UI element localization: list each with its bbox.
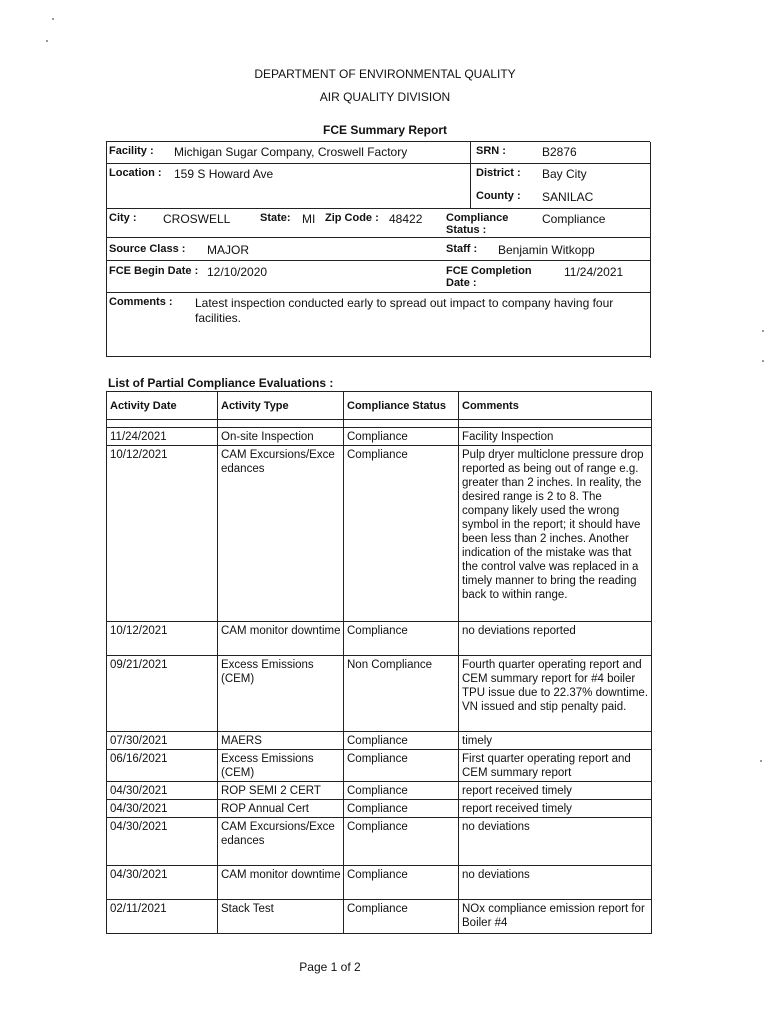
activity-comments: NOx compliance emission report for Boiler #4 xyxy=(459,900,652,934)
activity-type: CAM monitor downtime xyxy=(218,622,344,656)
compliance-status: Compliance xyxy=(344,750,459,782)
scan-speck xyxy=(762,360,764,362)
zip-label: Zip Code : xyxy=(325,212,379,224)
county-value: SANILAC xyxy=(542,190,594,204)
location-value: 159 S Howard Ave xyxy=(174,167,274,181)
activity-date: 04/30/2021 xyxy=(107,818,218,866)
column-header-activity-type: Activity Type xyxy=(218,392,344,420)
activity-type: ROP Annual Cert xyxy=(218,800,344,818)
activity-type: CAM Excursions/Exceedances xyxy=(218,446,344,622)
table-row xyxy=(107,622,652,656)
compliance-status: Compliance xyxy=(344,622,459,656)
department-heading: DEPARTMENT OF ENVIRONMENTAL QUALITY xyxy=(254,67,516,81)
partial-evaluations-table xyxy=(106,391,652,934)
srn-value: B2876 xyxy=(542,145,577,159)
column-header-compliance-status: Compliance Status xyxy=(344,392,459,420)
table-row xyxy=(107,782,652,800)
column-header-activity-date: Activity Date xyxy=(107,392,218,420)
activity-date: 04/30/2021 xyxy=(107,866,218,900)
county-label: County : xyxy=(476,190,521,202)
facility-value: Michigan Sugar Company, Croswell Factory xyxy=(174,145,408,159)
activity-comments: Facility Inspection xyxy=(459,428,652,446)
begin-date-label: FCE Begin Date : xyxy=(109,265,199,277)
activity-date: 07/30/2021 xyxy=(107,732,218,750)
staff-value: Benjamin Witkopp xyxy=(498,243,595,257)
district-label: District : xyxy=(476,167,521,179)
district-value: Bay City xyxy=(542,167,587,181)
source-class-value: MAJOR xyxy=(207,243,249,257)
activity-comments: Pulp dryer multiclone pressure drop reported as being out of range e.g. greater than 2 inches. In reality, the desired range is 2 to 8. The company likely used the wrong symbol in the report; it should have been less than 2 inches. Another indication of the mistake was that the control valve was replaced in a timely manner to bring the reading back to within range. xyxy=(459,446,652,622)
activity-date: 06/16/2021 xyxy=(107,750,218,782)
partial-evaluations-title: List of Partial Compliance Evaluations : xyxy=(108,376,334,390)
activity-date: 04/30/2021 xyxy=(107,782,218,800)
activity-comments: timely xyxy=(459,732,652,750)
city-value: CROSWELL xyxy=(163,212,231,226)
activity-type: Excess Emissions (CEM) xyxy=(218,656,344,732)
activity-comments: no deviations xyxy=(459,866,652,900)
table-row xyxy=(107,446,652,622)
division-heading: AIR QUALITY DIVISION xyxy=(319,90,451,104)
compliance-status: Compliance xyxy=(344,800,459,818)
srn-label: SRN : xyxy=(476,145,506,157)
zip-value: 48422 xyxy=(389,212,423,226)
activity-type: CAM Excursions/Exceedances xyxy=(218,818,344,866)
activity-type: On-site Inspection xyxy=(218,428,344,446)
table-row xyxy=(107,750,652,782)
table-row xyxy=(107,800,652,818)
compliance-status: Compliance xyxy=(344,866,459,900)
scan-speck xyxy=(762,330,764,332)
city-label: City : xyxy=(109,212,137,224)
activity-type: ROP SEMI 2 CERT xyxy=(218,782,344,800)
activity-type: Stack Test xyxy=(218,900,344,934)
compliance-status-label: Compliance Status : xyxy=(446,212,509,236)
scan-speck xyxy=(46,40,48,42)
comments-label: Comments : xyxy=(109,296,173,308)
activity-comments: report received timely xyxy=(459,800,652,818)
completion-date-label: FCE Completion Date : xyxy=(446,265,532,289)
facility-label: Facility : xyxy=(109,145,154,157)
activity-type: MAERS xyxy=(218,732,344,750)
table-row xyxy=(107,732,652,750)
state-value: MI xyxy=(302,212,316,226)
activity-comments: Fourth quarter operating report and CEM summary report for #4 boiler TPU issue due to 22.37% downtime. VN issued and stip penalty paid. xyxy=(459,656,652,732)
source-class-label: Source Class : xyxy=(109,243,186,255)
begin-date-value: 12/10/2020 xyxy=(207,265,268,279)
column-header-comments: Comments xyxy=(459,392,652,420)
scan-speck xyxy=(52,18,54,20)
table-row xyxy=(107,656,652,732)
compliance-status: Non Compliance xyxy=(344,656,459,732)
location-label: Location : xyxy=(109,167,162,179)
state-label: State: xyxy=(260,212,291,224)
activity-type: Excess Emissions (CEM) xyxy=(218,750,344,782)
table-row xyxy=(107,818,652,866)
activity-comments: report received timely xyxy=(459,782,652,800)
scan-speck xyxy=(760,760,762,762)
compliance-status: Compliance xyxy=(344,900,459,934)
activity-type: CAM monitor downtime xyxy=(218,866,344,900)
table-row xyxy=(107,900,652,934)
compliance-status: Compliance xyxy=(344,818,459,866)
table-row xyxy=(107,866,652,900)
compliance-status: Compliance xyxy=(344,732,459,750)
activity-date: 10/12/2021 xyxy=(107,446,218,622)
compliance-status: Compliance xyxy=(344,782,459,800)
compliance-status-value: Compliance xyxy=(542,212,606,226)
activity-date: 10/12/2021 xyxy=(107,622,218,656)
table-row xyxy=(107,428,652,446)
activity-date: 02/11/2021 xyxy=(107,900,218,934)
activity-date: 04/30/2021 xyxy=(107,800,218,818)
compliance-status: Compliance xyxy=(344,446,459,622)
activity-comments: First quarter operating report and CEM summary report xyxy=(459,750,652,782)
activity-date: 09/21/2021 xyxy=(107,656,218,732)
compliance-status: Compliance xyxy=(344,428,459,446)
report-title: FCE Summary Report xyxy=(322,123,448,137)
comments-value: Latest inspection conducted early to spread out impact to company having four facilities. xyxy=(195,296,614,325)
table-header-row xyxy=(107,392,652,420)
page-number: Page 1 of 2 xyxy=(299,960,361,974)
activity-comments: no deviations reported xyxy=(459,622,652,656)
activity-date: 11/24/2021 xyxy=(107,428,218,446)
activity-comments: no deviations xyxy=(459,818,652,866)
completion-date-value: 11/24/2021 xyxy=(564,265,624,279)
staff-label: Staff : xyxy=(446,243,478,255)
